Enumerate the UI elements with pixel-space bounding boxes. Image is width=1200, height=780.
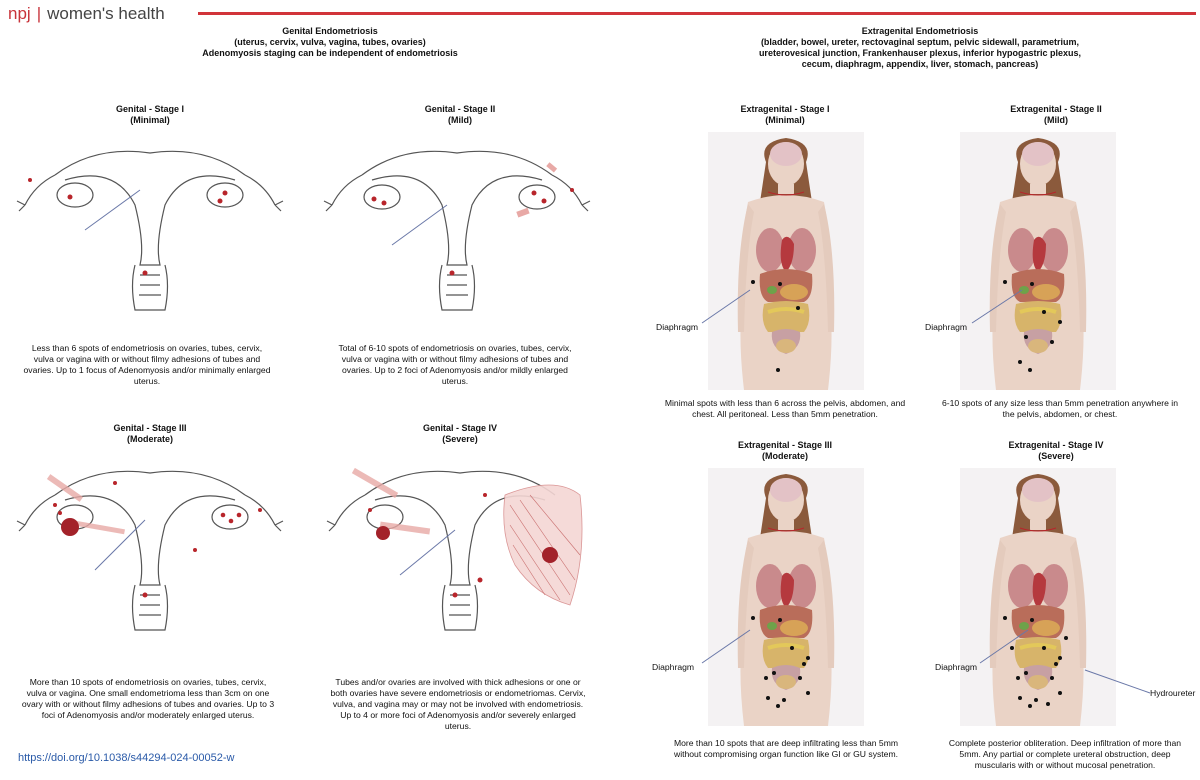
genital-stage-3-title (70, 423, 230, 445)
panel-severity-text: (Minimal) (765, 115, 805, 125)
lesion-spot (776, 704, 780, 708)
header-rule (198, 12, 1196, 15)
extragenital-section-title (730, 26, 1110, 70)
uterus-stage-3-illustration (15, 455, 285, 655)
lesion-spot (751, 616, 755, 620)
header-separator: | (36, 4, 42, 23)
lesion-spot (1064, 636, 1068, 640)
brand-logo: npj (8, 4, 31, 23)
journal-header (8, 4, 165, 24)
extragenital-stage-2-caption: 6-10 spots of any size less than 5mm penetration anywhere in the pelvis, abdomen, or chest. (942, 398, 1178, 419)
lesion-spot (1042, 646, 1046, 650)
hydroureter-label: Hydroureter (1150, 688, 1196, 698)
diaphragm-label: Diaphragm (652, 662, 695, 672)
lesion-spot (1028, 368, 1032, 372)
panel-severity-text: (Mild) (1044, 115, 1068, 125)
lesion-spot (1050, 676, 1054, 680)
lesion-spot (778, 282, 782, 286)
genital-stage-2-caption: Total of 6-10 spots of endometriosis on ovaries, tubes, cervix, vulva or vagina with or without filmy adhesions of tubes and ovaries. Up to 2 foci of Adenomyosis and/or mildly enlarged uterus. (338, 343, 572, 386)
female-body-stage-1-illustration (708, 132, 864, 390)
genital-title: Genital Endometriosis (282, 26, 378, 36)
panel-severity-text: (Moderate) (761, 451, 808, 461)
lesion-spot (790, 646, 794, 650)
panel-severity-text: (Severe) (1038, 451, 1074, 461)
lesion-spot (1003, 280, 1007, 284)
genital-stage-4-title (380, 423, 540, 445)
extragenital-stage-1-title (705, 104, 865, 126)
panel-title-text: Extragenital - Stage IV (1008, 440, 1104, 450)
female-body-stage-2-illustration (960, 132, 1116, 390)
genital-subtitle-2: Adenomyosis staging can be independent of endometriosis (202, 48, 458, 58)
genital-stage-2-title (380, 104, 540, 126)
diaphragm-pointer-line (700, 285, 760, 325)
extragenital-stage-4-caption: Complete posterior obliteration. Deep infiltration of more than 5mm. Any partial or complete ureteral obstruction, deep muscularis with or without mucosal penetration. (948, 738, 1182, 770)
lesion-spot (806, 691, 810, 695)
panel-title-text: Genital - Stage III (113, 423, 187, 433)
genital-stage-1-title (70, 104, 230, 126)
extragenital-subtitle-3: cecum, diaphragm, appendix, liver, stomach, pancreas) (801, 59, 1039, 69)
hydroureter-pointer-line (1080, 665, 1155, 700)
lesion-spot (1003, 616, 1007, 620)
extragenital-stage-4-title (976, 440, 1136, 462)
extragenital-stage-2-title (976, 104, 1136, 126)
uterus-stage-4-illustration (325, 455, 595, 655)
panel-severity-text: (Mild) (448, 115, 472, 125)
panel-title-text: Genital - Stage II (424, 104, 496, 114)
lesion-spot (1030, 282, 1034, 286)
lesion-spot (782, 698, 786, 702)
uterus-stage-1-illustration (15, 135, 285, 335)
lesion-spot (1058, 320, 1062, 324)
diaphragm-label: Diaphragm (656, 322, 699, 332)
lesion-spot (1058, 691, 1062, 695)
lesion-spot (778, 618, 782, 622)
extragenital-stage-1-caption: Minimal spots with less than 6 across the pelvis, abdomen, and chest. All peritoneal. Less than 5mm penetration. (664, 398, 906, 419)
extragenital-title: Extragenital Endometriosis (861, 26, 979, 36)
extragenital-stage-3-title (705, 440, 865, 462)
uterus-stage-2-illustration (322, 135, 592, 335)
panel-title-text: Extragenital - Stage I (740, 104, 830, 114)
lesion-spot (1024, 335, 1028, 339)
lesion-spot (1042, 310, 1046, 314)
extragenital-subtitle-2: ureterovesical junction, Frankenhauser plexus, inferior hypogastric plexus, (758, 48, 1082, 58)
genital-section-title (200, 26, 460, 59)
panel-severity-text: (Minimal) (130, 115, 170, 125)
lesion-spot (1016, 676, 1020, 680)
diaphragm-label: Diaphragm (925, 322, 968, 332)
lesion-spot (798, 676, 802, 680)
lesion-spot (772, 671, 776, 675)
female-body-stage-3-illustration (708, 468, 864, 726)
lesion-spot (1024, 671, 1028, 675)
diaphragm-pointer-line (978, 625, 1038, 665)
genital-stage-3-caption: More than 10 spots of endometriosis on ovaries, tubes, cervix, vulva or vagina. One small endometrioma less than 3cm on one ovary with or without filmy adhesions of tubes and ovaries. Up to 3 foci of Adenomyosis and/or moderately enlarged uterus. (21, 677, 275, 720)
lesion-spot (764, 676, 768, 680)
lesion-spot (776, 368, 780, 372)
lesion-spot (766, 696, 770, 700)
extragenital-stage-3-caption: More than 10 spots that are deep infiltrating less than 5mm without compromising organ function like GI or GU system. (673, 738, 899, 759)
lesion-spot (1018, 360, 1022, 364)
journal-name: women's health (47, 4, 165, 23)
panel-severity-text: (Moderate) (126, 434, 173, 444)
diaphragm-label: Diaphragm (935, 662, 978, 672)
panel-title-text: Extragenital - Stage III (737, 440, 833, 450)
genital-subtitle-1: (uterus, cervix, vulva, vagina, tubes, ovaries) (234, 37, 426, 47)
doi-link[interactable]: https://doi.org/10.1038/s44294-024-00052-w (18, 752, 235, 764)
panel-title-text: Genital - Stage IV (422, 423, 498, 433)
panel-title-text: Genital - Stage I (115, 104, 184, 114)
lesion-spot (806, 656, 810, 660)
lesion-spot (1054, 662, 1058, 666)
panel-title-text: Extragenital - Stage II (1010, 104, 1102, 114)
diaphragm-pointer-line (700, 625, 760, 665)
lesion-spot (1034, 698, 1038, 702)
genital-stage-4-caption: Tubes and/or ovaries are involved with thick adhesions or one or both ovaries have severe endometriosis or endometriomas. Cervix, vulva, and vagina may or may not be involved with endometriosis. Up to 4 or more foci of Adenomyosis and/or severely enlarged uterus. (330, 677, 586, 731)
diaphragm-pointer-line (970, 285, 1030, 325)
panel-severity-text: (Severe) (442, 434, 478, 444)
lesion-spot (802, 662, 806, 666)
lesion-spot (1030, 618, 1034, 622)
lesion-spot (1018, 696, 1022, 700)
lesion-spot (751, 280, 755, 284)
genital-stage-1-caption: Less than 6 spots of endometriosis on ovaries, tubes, cervix, vulva or vagina with or without filmy adhesions of tubes and ovaries. Up to 1 focus of Adenomyosis and/or minimally enlarged uterus. (23, 343, 271, 386)
lesion-spot (1058, 656, 1062, 660)
extragenital-subtitle-1: (bladder, bowel, ureter, rectovaginal septum, pelvic sidewall, parametrium, (760, 37, 1080, 47)
lesion-spot (796, 306, 800, 310)
lesion-spot (1028, 704, 1032, 708)
lesion-spot (1046, 702, 1050, 706)
lesion-spot (1050, 340, 1054, 344)
